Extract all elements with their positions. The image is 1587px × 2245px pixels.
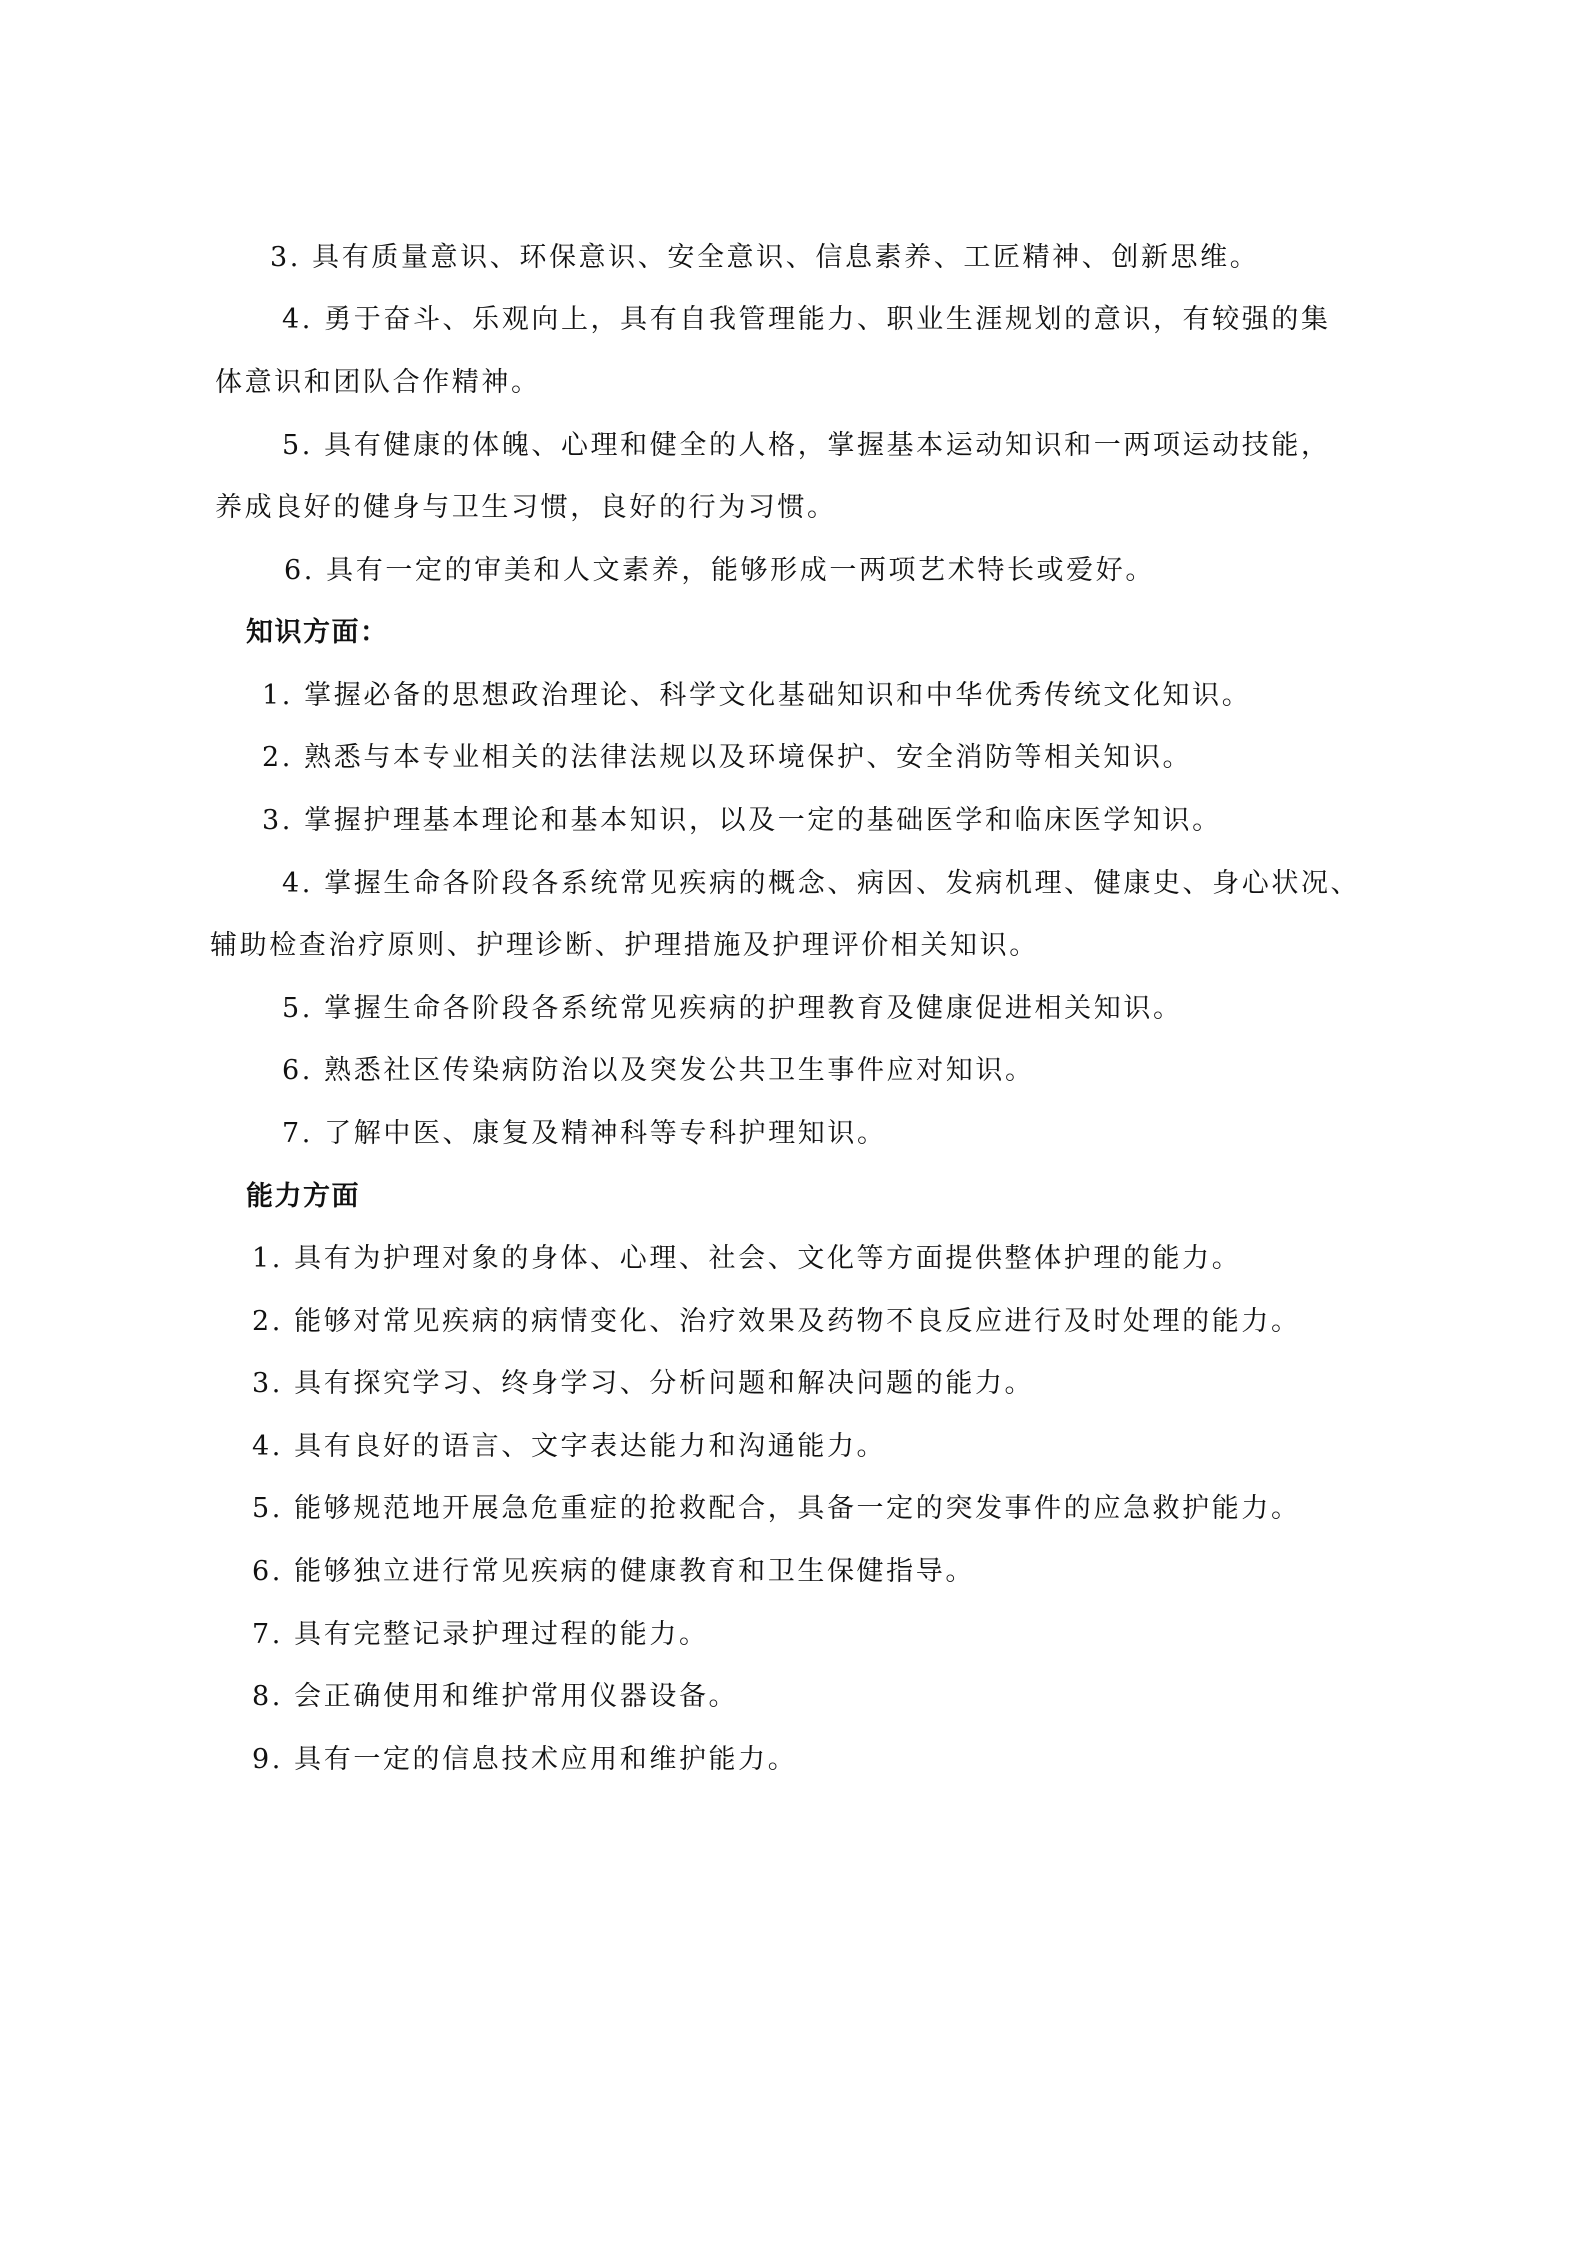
knowledge-item-6: 6. 熟悉社区传染病防治以及突发公共卫生事件应对知识。 (282, 1055, 1035, 1086)
knowledge-item-3: 3. 掌握护理基本理论和基本知识，以及一定的基础医学和临床医学知识。 (262, 805, 1222, 836)
attitude-item-6: 6. 具有一定的审美和人文素养，能够形成一两项艺术特长或爱好。 (284, 555, 1155, 586)
ability-item-3: 3. 具有探究学习、终身学习、分析问题和解决问题的能力。 (252, 1368, 1035, 1399)
ability-item-8: 8. 会正确使用和维护常用仪器设备。 (252, 1681, 739, 1712)
knowledge-item-4-line-1: 4. 掌握生命各阶段各系统常见疾病的概念、病因、发病机理、健康史、身心状况、 (282, 868, 1361, 899)
knowledge-item-2: 2. 熟悉与本专业相关的法律法规以及环境保护、安全消防等相关知识。 (262, 742, 1193, 773)
attitude-item-5-line-2: 养成良好的健身与卫生习惯，良好的行为习惯。 (215, 492, 837, 523)
attitude-item-5-line-1: 5. 具有健康的体魄、心理和健全的人格，掌握基本运动知识和一两项运动技能， (282, 430, 1331, 461)
knowledge-heading: 知识方面： (246, 617, 389, 648)
knowledge-item-7: 7. 了解中医、康复及精神科等专科护理知识。 (282, 1118, 887, 1149)
knowledge-item-4-line-2: 辅助检查治疗原则、护理诊断、护理措施及护理评价相关知识。 (210, 930, 1039, 961)
ability-heading: 能力方面 (246, 1181, 360, 1212)
ability-item-5: 5. 能够规范地开展急危重症的抢救配合，具备一定的突发事件的应急救护能力。 (252, 1493, 1301, 1524)
attitude-item-3: 3. 具有质量意识、环保意识、安全意识、信息素养、工匠精神、创新思维。 (270, 242, 1260, 273)
attitude-item-4-line-1: 4. 勇于奋斗、乐观向上，具有自我管理能力、职业生涯规划的意识，有较强的集 (282, 304, 1331, 335)
ability-item-2: 2. 能够对常见疾病的病情变化、治疗效果及药物不良反应进行及时处理的能力。 (252, 1306, 1301, 1337)
ability-item-7: 7. 具有完整记录护理过程的能力。 (252, 1619, 709, 1650)
ability-item-4: 4. 具有良好的语言、文字表达能力和沟通能力。 (252, 1431, 887, 1462)
knowledge-item-5: 5. 掌握生命各阶段各系统常见疾病的护理教育及健康促进相关知识。 (282, 993, 1183, 1024)
ability-item-9: 9. 具有一定的信息技术应用和维护能力。 (252, 1744, 798, 1775)
attitude-item-4-line-2: 体意识和团队合作精神。 (215, 367, 541, 398)
ability-item-6: 6. 能够独立进行常见疾病的健康教育和卫生保健指导。 (252, 1556, 975, 1587)
ability-item-1: 1. 具有为护理对象的身体、心理、社会、文化等方面提供整体护理的能力。 (252, 1243, 1242, 1274)
knowledge-item-1: 1. 掌握必备的思想政治理论、科学文化基础知识和中华优秀传统文化知识。 (262, 680, 1252, 711)
